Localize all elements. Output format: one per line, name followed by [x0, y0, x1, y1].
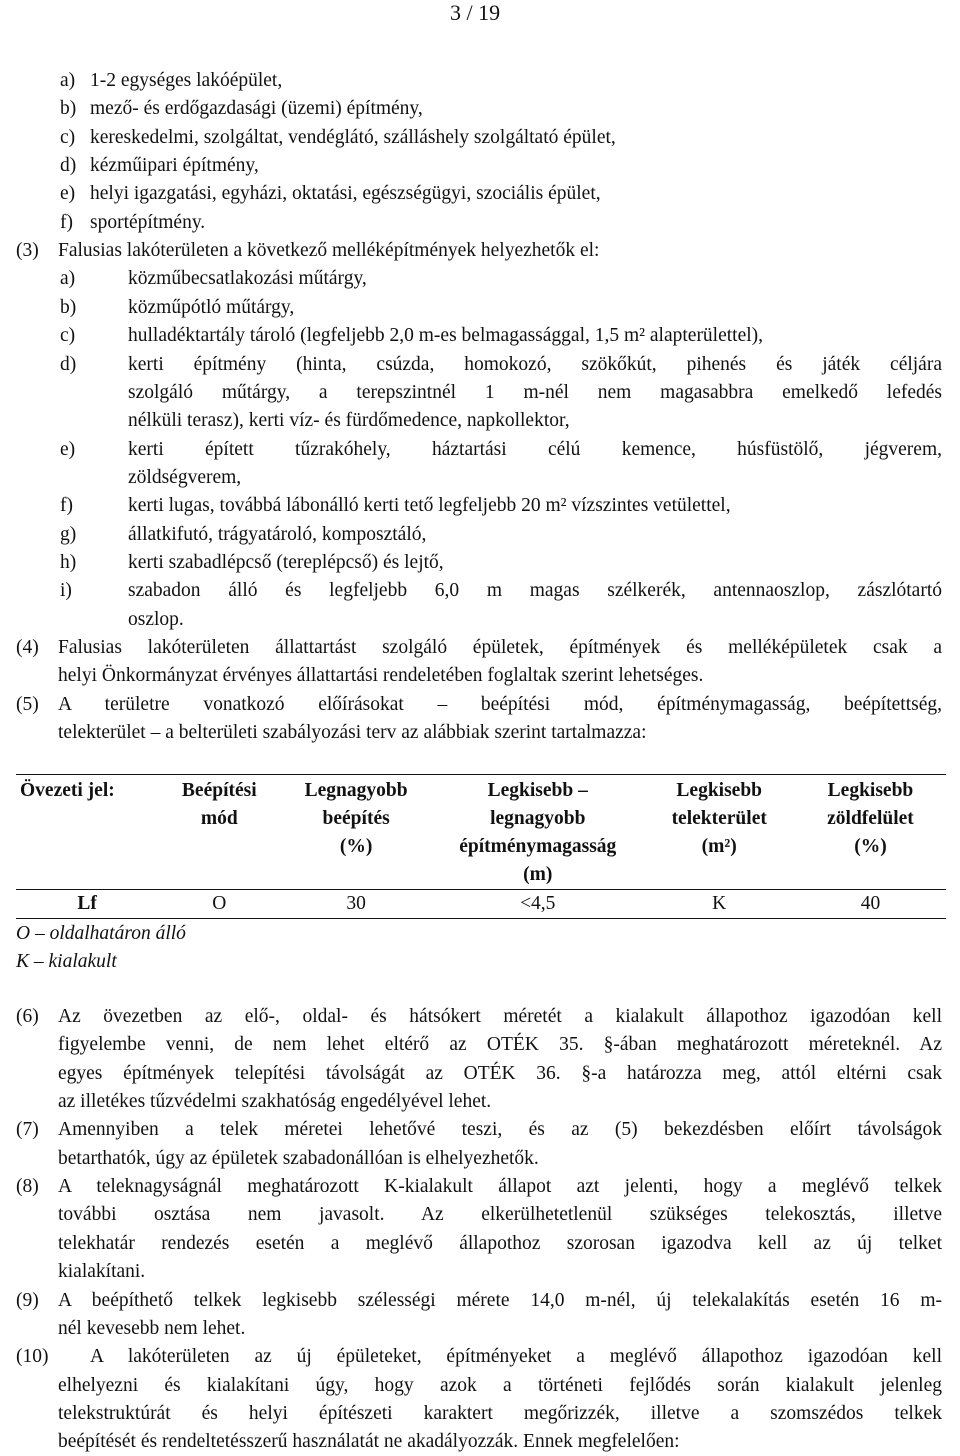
header-ovezeti-jel: Övezeti jel: — [20, 780, 115, 801]
list-item-label: d) — [60, 155, 77, 177]
paragraph-number: (10) — [16, 1346, 49, 1368]
list-item-label: d) — [60, 353, 77, 375]
paragraph-number: (4) — [16, 637, 39, 658]
list-item: kerti építmény (hinta, csúzda, homokozó, szökőkút, pihenés és játék céljára — [128, 353, 942, 375]
cell-zoldfelulet: 40 — [860, 893, 881, 914]
list-item: kerti szabadlépcső (tereplépcső) és lejtő, — [128, 551, 444, 573]
list-item-label: c) — [60, 325, 76, 347]
paragraph-number: (9) — [16, 1289, 39, 1311]
list-item: kerti épített tűzrakóhely, háztartási célú kemence, húsfüstölő, jégverem, — [128, 438, 942, 460]
paragraph-number: (3) — [16, 240, 39, 262]
paragraph-text: telekstruktúrát és helyi építészeti karaktert megőrizzék, illetve a szomszédos telkek — [58, 1402, 942, 1424]
list-item-label: b) — [60, 296, 77, 318]
list-item: oszlop. — [128, 608, 184, 630]
table-row — [16, 890, 946, 919]
paragraph-text: elhelyezni és kialakítani úgy, hogy azok a történeti fejlődés során kialakult jelenleg — [58, 1374, 942, 1396]
paragraph-text: kialakítani. — [58, 1261, 146, 1283]
list-item: kerti lugas, továbbá lábonálló kerti tető legfeljebb 20 m² vízszintes vetülettel, — [128, 495, 731, 517]
zoning-table — [16, 774, 946, 919]
legend-k: K – kialakult — [16, 951, 117, 972]
paragraph-number: (5) — [16, 693, 39, 715]
paragraph-text: beépítését és rendeltetésszerű használatát ne akadályozzák. Ennek megfelelően: — [58, 1431, 680, 1453]
list-item-label: i) — [60, 580, 72, 602]
paragraph-text: Falusias lakóterületen a következő melléképítmények helyezhetők el: — [58, 240, 600, 262]
list-item-label: c) — [60, 126, 76, 148]
paragraph-text: az illetékes tűzvédelmi szakhatóság engedélyével lehet. — [58, 1091, 492, 1113]
paragraph-number: (8) — [16, 1176, 39, 1198]
list-item-label: g) — [60, 523, 77, 545]
cell-epitmenymagassag: <4,5 — [520, 893, 556, 914]
list-item: nélküli terasz), kerti víz- és fürdőmedence, napkollektor, — [128, 410, 570, 432]
list-item: szolgáló műtárgy, a terepszintnél 1 m-nél nem magasabbra emelkedő lefedés — [128, 381, 942, 403]
paragraph-text: A teleknagyságnál meghatározott K-kialakult állapot azt jelenti, hogy a meglévő telkek — [58, 1176, 942, 1198]
paragraph-text: Falusias lakóterületen állattartást szolgáló épületek, építmények és melléképületek csak a — [58, 637, 942, 658]
cell-ovezeti-jel: Lf — [77, 893, 97, 914]
list-item: szabadon álló és legfeljebb 6,0 m magas szélkerék, antennaoszlop, zászlótartó — [128, 580, 942, 602]
list-item: közműpótló műtárgy, — [128, 296, 295, 318]
paragraph-text: A lakóterületen az új épületeket, építményeket a meglévő állapothoz igazodóan kell — [90, 1346, 942, 1368]
list-item: helyi igazgatási, egyházi, oktatási, egészségügyi, szociális épület, — [90, 183, 601, 205]
list-item: 1-2 egységes lakóépület, — [90, 70, 283, 91]
cell-beepitesi-mod: O — [212, 893, 227, 914]
list-item: sportépítmény. — [90, 211, 206, 233]
paragraph-text: helyi Önkormányzat érvényes állattartási rendeletében foglaltak szerint lehetséges. — [58, 665, 704, 687]
paragraph-text: telekhatár rendezés esetén a meglévő állapothoz szorosan igazodva kell az új telket — [58, 1232, 942, 1254]
header-zoldfelulet: Legkisebb zöldfelület (%) — [827, 780, 914, 857]
paragraph-number: (6) — [16, 1006, 39, 1027]
paragraph-text: figyelembe venni, de nem lehet eltérő az OTÉK 35. §-ában meghatározott méreteknél. Az — [58, 1034, 942, 1056]
list-item: hulladéktartály tároló (legfeljebb 2,0 m-es belmagassággal, 1,5 m² alapterülettel), — [128, 325, 764, 347]
list-item-label: a) — [60, 70, 76, 91]
paragraph-text: Amennyiben a telek méretei lehetővé teszi, és az (5) bekezdésben előírt távolságok — [58, 1119, 942, 1141]
list-item-label: f) — [60, 211, 73, 233]
paragraph-text: A területre vonatkozó előírásokat – beépítési mód, építménymagasság, beépítettség, — [58, 693, 942, 715]
paragraph-text: további osztása nem javasolt. Az elkerülhetetlenül szükséges telekosztás, illetve — [58, 1204, 942, 1226]
cell-beepites: 30 — [346, 893, 366, 914]
list-item: kézműipari építmény, — [90, 155, 259, 177]
list-item-label: a) — [60, 268, 76, 290]
header-legnagyobb-beepites: Legnagyobb beépítés (%) — [304, 780, 408, 857]
paragraph-text: A beépíthető telkek legkisebb szélességi mérete 14,0 m-nél, új telekalakítás esetén 16 m- — [58, 1289, 942, 1311]
header-telekterulet: Legkisebb telekterület (m²) — [671, 780, 767, 857]
header-beepitesi-mod: Beépítési mód — [181, 780, 257, 829]
table-header-row — [16, 775, 946, 890]
paragraph-text: betarthatók, úgy az épületek szabadonállóan is elhelyezhetők. — [58, 1147, 539, 1169]
list-item-label: b) — [60, 98, 77, 120]
list-item-label: f) — [60, 495, 73, 517]
paragraph-text: egyes építmények telepítési távolságát az OTÉK 36. §-a határozza meg, attól eltérni csak — [58, 1062, 942, 1084]
list-item-label: e) — [60, 438, 76, 460]
page-number: 3 / 19 — [450, 0, 501, 25]
list-item: zöldségverem, — [128, 466, 242, 488]
paragraph-number: (7) — [16, 1119, 39, 1141]
legend-o: O – oldalhatáron álló — [16, 923, 186, 944]
list-item-label: e) — [60, 183, 76, 205]
list-item: kereskedelmi, szolgáltat, vendéglátó, szálláshely szolgáltató épület, — [90, 126, 616, 148]
paragraph-text: telekterület – a belterületi szabályozási terv az alábbiak szerint tartalmazza: — [58, 722, 647, 744]
list-item: állatkifutó, trágyatároló, komposztáló, — [128, 523, 427, 545]
paragraph-text: Az övezetben az elő-, oldal- és hátsókert méretét a kialakult állapothoz igazodóan kell — [58, 1006, 942, 1027]
cell-telekterulet: K — [712, 893, 727, 914]
list-item: mező- és erdőgazdasági (üzemi) építmény, — [90, 98, 423, 120]
paragraph-text: nél kevesebb nem lehet. — [58, 1317, 246, 1339]
list-item: közműbecsatlakozási műtárgy, — [128, 268, 367, 290]
header-epitmenymagassag: Legkisebb – legnagyobb építménymagasság (m) — [459, 780, 617, 885]
list-item-label: h) — [60, 551, 77, 573]
